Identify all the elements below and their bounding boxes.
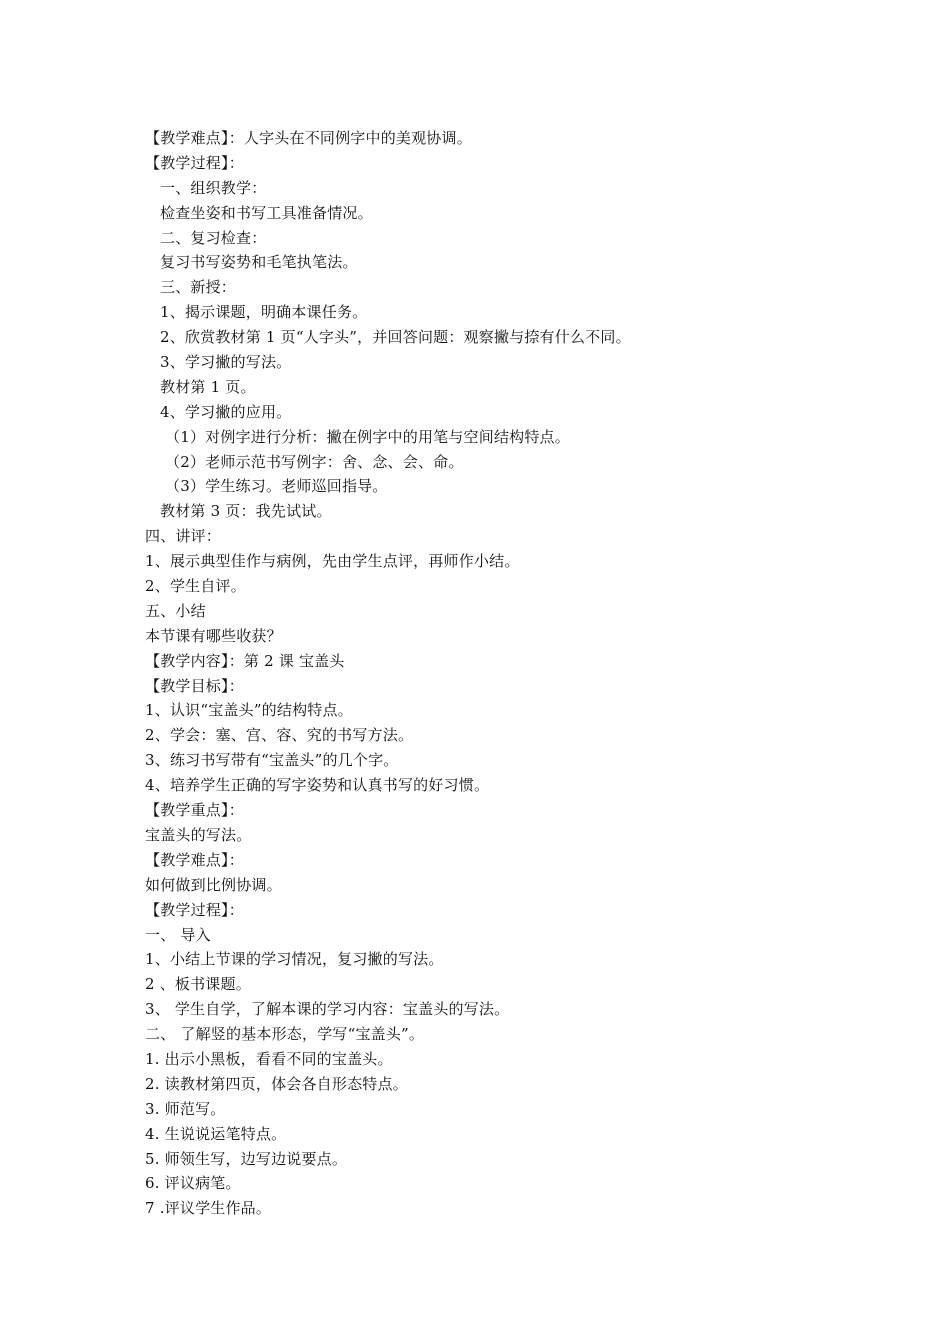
text-line: 3、 学生自学，了解本课的学习内容：宝盖头的写法。: [145, 1000, 510, 1019]
text-line: 三、新授：: [160, 278, 237, 297]
text-line: 教材第 3 页：我先试试。: [160, 502, 332, 521]
text-line: 【教学难点】：: [145, 850, 244, 869]
text-line: 1、认识“宝盖头”的结构特点。: [145, 701, 353, 720]
text-line: 3. 师范写。: [145, 1099, 226, 1118]
text-line: 3、练习书写带有“宝盖头”的几个字。: [145, 751, 399, 770]
text-line: 宝盖头的写法。: [145, 825, 252, 844]
text-line: 如何做到比例协调。: [145, 875, 282, 894]
text-line: （2）老师示范书写例字：舍、念、会、命。: [165, 452, 464, 471]
text-line: 1. 出示小黑板，看看不同的宝盖头。: [145, 1049, 393, 1068]
text-line: 【教学过程】：: [145, 153, 244, 172]
text-line: 1、小结上节课的学习情况，复习撇的写法。: [145, 950, 444, 969]
text-line: 2. 读教材第四页，体会各自形态特点。: [145, 1074, 408, 1093]
text-line: 【教学难点】：人字头在不同例字中的美观协调。: [145, 129, 472, 147]
text-line: 2、学生自评。: [145, 577, 246, 596]
text-line: 3、学习撇的写法。: [160, 353, 292, 372]
text-line: 2 、板书课题。: [145, 975, 251, 994]
text-line: 6. 评议病笔。: [145, 1174, 241, 1193]
text-line: （1）对例字进行分析：撇在例字中的用笔与空间结构特点。: [165, 427, 570, 446]
text-line: 【教学目标】：: [145, 676, 244, 695]
text-line: 检查坐姿和书写工具准备情况。: [160, 203, 373, 222]
text-line: （3）学生练习。老师巡回指导。: [165, 477, 388, 496]
text-line: 一、 导入: [145, 925, 211, 944]
text-line: 【教学过程】：: [145, 900, 244, 919]
text-line: 2、学会：塞、宫、容、究的书写方法。: [145, 726, 414, 745]
text-line: 4、培养学生正确的写字姿势和认真书写的好习惯。: [145, 776, 490, 795]
text-line: 五、小结: [145, 601, 206, 620]
text-line: 二、 了解竖的基本形态，学写“宝盖头”。: [145, 1025, 425, 1044]
text-line: 【教学内容】：第 2 课 宝盖头: [145, 651, 345, 670]
text-line: 4. 生说说运笔特点。: [145, 1124, 287, 1143]
text-line: 4、学习撇的应用。: [160, 402, 292, 421]
text-line: 【教学重点】：: [145, 801, 244, 820]
text-line: 7 .评议学生作品。: [145, 1199, 272, 1218]
text-line: 1、展示典型佳作与病例，先由学生点评，再师作小结。: [145, 552, 520, 571]
document-body: [145, 126, 845, 1221]
text-line: 本节课有哪些收获？: [145, 626, 282, 645]
text-line: 5. 师领生写，边写边说要点。: [145, 1149, 348, 1168]
text-line: 复习书写姿势和毛笔执笔法。: [160, 253, 358, 272]
text-line: 教材第 1 页。: [160, 377, 256, 396]
text-line: 一、组织教学：: [160, 178, 267, 197]
text-line: 四、讲评：: [145, 527, 222, 546]
text-line: 1、揭示课题，明确本课任务。: [160, 303, 368, 322]
text-line: 二、复习检查：: [160, 228, 267, 247]
text-line: 2、欣赏教材第 1 页“人字头”，并回答问题：观察撇与捺有什么不同。: [160, 328, 631, 347]
